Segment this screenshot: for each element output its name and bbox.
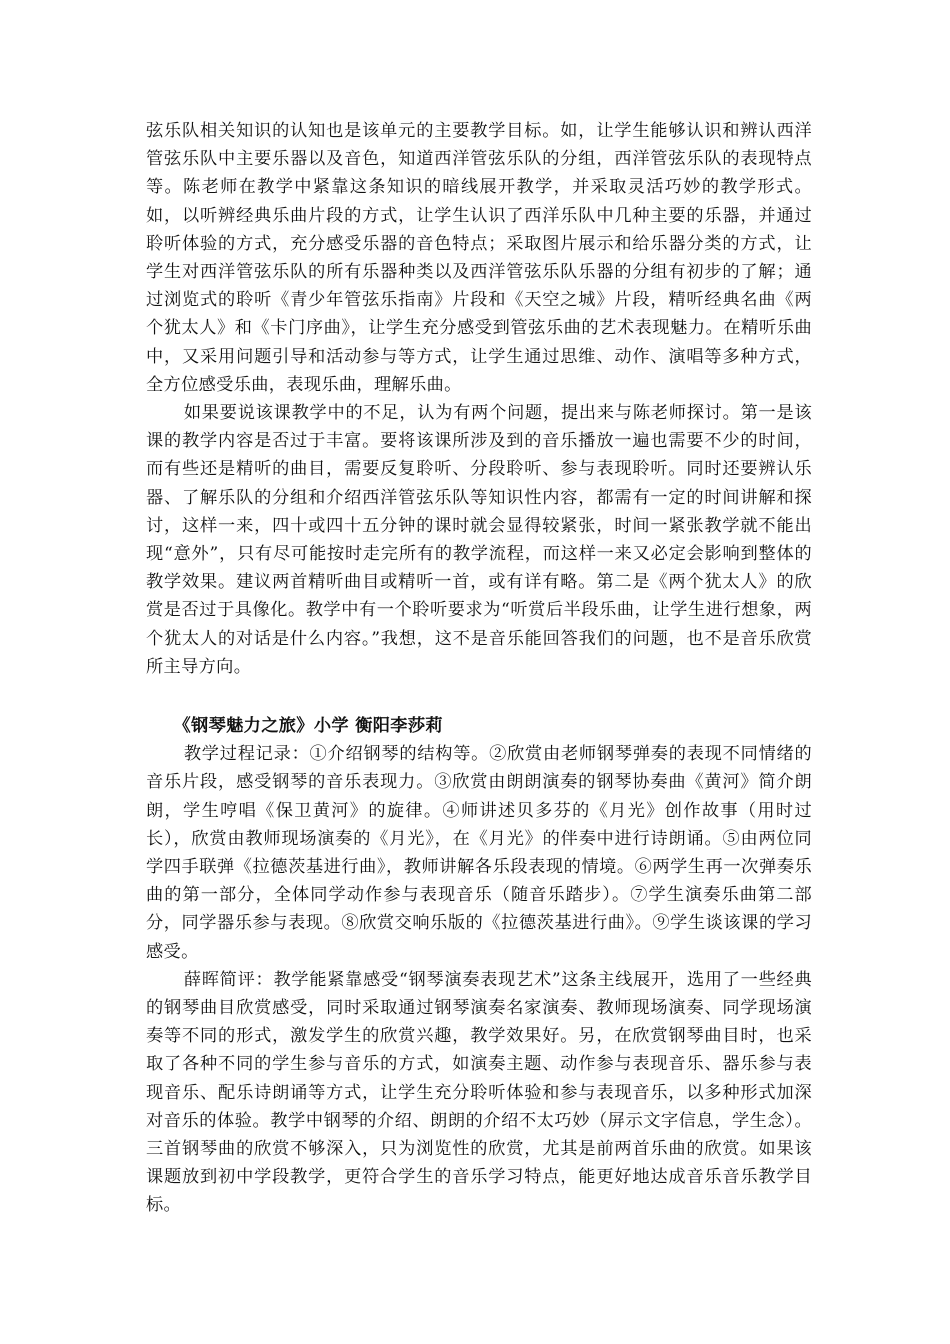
body-paragraph: 教学过程记录：①介绍钢琴的结构等。②欣赏由老师钢琴弹奏的表现不同情绪的音乐片段，感受钢琴的音乐表现力。③欣赏由朗朗演奏的钢琴协奏曲《黄河》简介朗朗，学生哼唱《保卫黄河》的旋律。④师讲述贝多芬的《月光》创作故事（用时过长），欣赏由教师现场演奏的《月光》，在《月光》的伴奏中进行诗朗诵。⑤由两位同学四手联弹《拉德茨基进行曲》，教师讲解各乐段表现的情境。⑥两学生再一次弹奏乐曲的第一部分，全体同学动作参与表现音乐（随音乐踏步）。⑦学生演奏乐曲第二部分，同学器乐参与表现。⑧欣赏交响乐版的《拉德茨基进行曲》。⑨学生谈该课的学习感受。 [146,744,812,962]
document-section-piano-lesson [146,712,812,1220]
section-heading: 《钢琴魅力之旅》小学 衡阳李莎莉 [173,716,443,736]
body-paragraph: 弦乐队相关知识的认知也是该单元的主要教学目标。如，让学生能够认识和辨认西洋管弦乐队中主要乐器以及音色，知道西洋管弦乐队的分组，西洋管弦乐队的表现特点等。陈老师在教学中紧靠这条知识的暗线展开教学，并采取灵活巧妙的教学形式。如，以听辨经典乐曲片段的方式，让学生认识了西洋乐队中几种主要的乐器，并通过聆听体验的方式，充分感受乐器的音色特点；采取图片展示和给乐器分类的方式，让学生对西洋管弦乐队的所有乐器种类以及西洋管弦乐队乐器的分组有初步的了解；通过浏览式的聆听《青少年管弦乐指南》片段和《天空之城》片段，精听经典名曲《两个犹太人》和《卡门序曲》，让学生充分感受到管弦乐曲的艺术表现魅力。在精听乐曲中，又采用问题引导和活动参与等方式，让学生通过思维、动作、演唱等多种方式，全方位感受乐曲，表现乐曲，理解乐曲。 [146,121,812,395]
body-paragraph: 薛晖简评：教学能紧靠感受“钢琴演奏表现艺术”这条主线展开，选用了一些经典的钢琴曲目欣赏感受，同时采取通过钢琴演奏名家演奏、教师现场演奏、同学现场演奏等不同的形式，激发学生的欣赏兴趣，教学效果好。另，在欣赏钢琴曲目时，也采取了各种不同的学生参与音乐的方式，如演奏主题、动作参与表现音乐、器乐参与表现音乐、配乐诗朗诵等方式，让学生充分聆听体验和参与表现音乐，以多种形式加深对音乐的体验。教学中钢琴的介绍、朗朗的介绍不太巧妙（屏示文字信息，学生念）。三首钢琴曲的欣赏不够深入，只为浏览性的欣赏，尤其是前两首乐曲的欣赏。如果该课题放到初中学段教学，更符合学生的音乐学习特点，能更好地达成音乐音乐教学目标。 [146,969,812,1216]
body-paragraph: 如果要说该课教学中的不足，认为有两个问题，提出来与陈老师探讨。第一是该课的教学内容是否过于丰富。要将该课所涉及到的音乐播放一遍也需要不少的时间，而有些还是精听的曲目，需要反复聆听、分段聆听、参与表现聆听。同时还要辨认乐器、了解乐队的分组和介绍西洋管弦乐队等知识性内容，都需有一定的时间讲解和探讨，这样一来，四十或四十五分钟的课时就会显得较紧张，时间一紧张教学就不能出现“意外”，只有尽可能按时走完所有的教学流程，而这样一来又必定会影响到整体的教学效果。建议两首精听曲目或精听一首，或有详有略。第二是《两个犹太人》的欣赏是否过于具像化。教学中有一个聆听要求为“听赏后半段乐曲，让学生进行想象，两个犹太人的对话是什么内容。”我想，这不是音乐能回答我们的问题，也不是音乐欣赏所主导方向。 [146,403,812,677]
document-section-orchestra-review [146,117,812,681]
